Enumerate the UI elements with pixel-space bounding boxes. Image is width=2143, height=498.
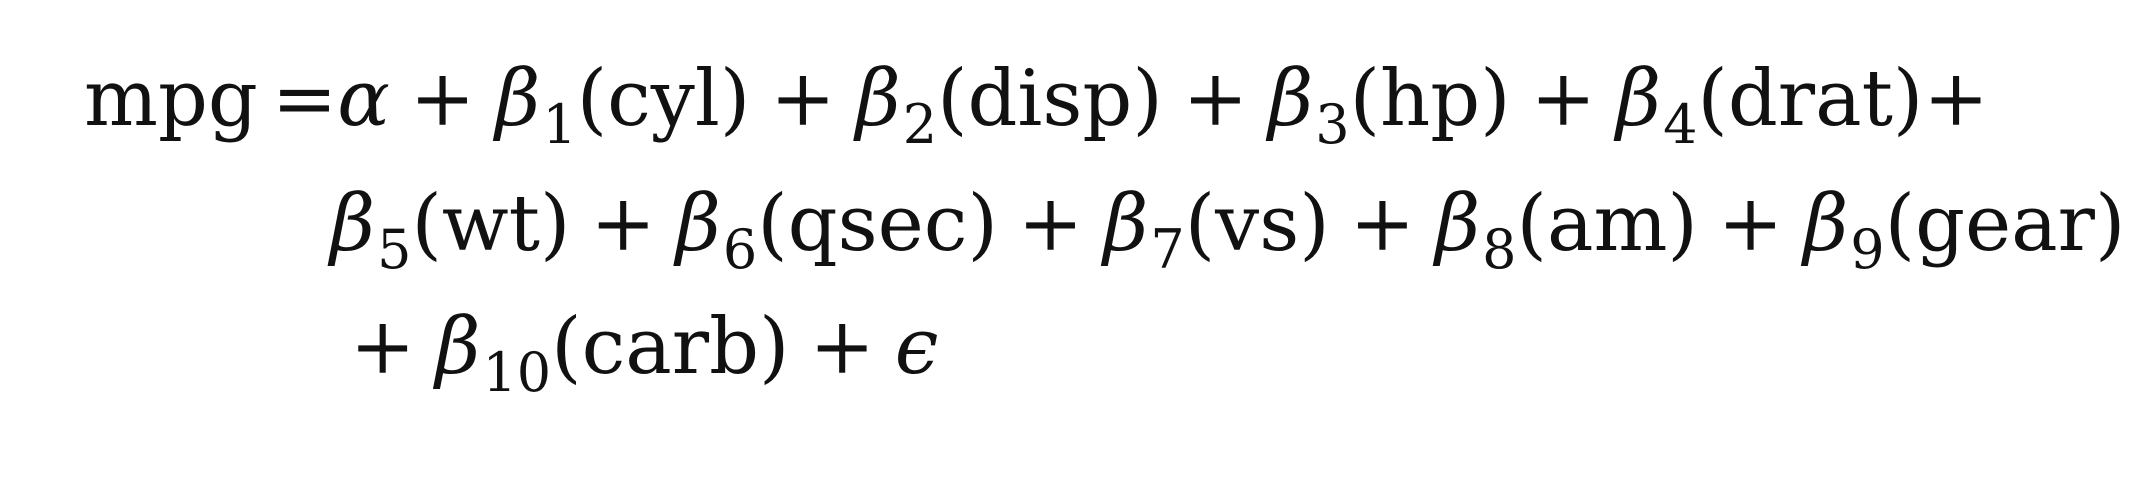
plus-operator: + (409, 54, 476, 144)
term-gear (1803, 179, 2126, 281)
beta-symbol: β (1615, 54, 1662, 144)
plus-operator: + (590, 179, 656, 269)
predictor-name: (drat) (1697, 54, 1924, 144)
beta-subscript: 8 (1482, 218, 1517, 281)
plus-operator: + (1349, 179, 1416, 269)
plus-operator: + (1717, 179, 1784, 269)
plus-operator: + (350, 302, 416, 392)
plus-operator: + (1017, 179, 1084, 269)
intercept-alpha: α (337, 54, 390, 144)
predictor-name: (hp) (1349, 54, 1511, 144)
beta-symbol: β (495, 54, 541, 144)
equation-line-1 (84, 54, 1989, 156)
term-wt (330, 179, 571, 281)
beta-symbol: β (435, 302, 481, 392)
plus-operator: + (1530, 54, 1596, 144)
beta-subscript: 9 (1850, 218, 1885, 281)
term-carb (435, 302, 790, 404)
plus-operator: + (1923, 54, 1989, 144)
beta-subscript: 3 (1315, 93, 1350, 156)
equals-sign: = (271, 54, 338, 144)
beta-symbol: β (1435, 179, 1481, 269)
predictor-name: (vs) (1184, 179, 1330, 269)
term-hp (1268, 54, 1511, 156)
beta-symbol: β (1103, 179, 1149, 269)
beta-symbol: β (855, 54, 901, 144)
beta-symbol: β (330, 179, 376, 269)
beta-symbol: β (1268, 54, 1314, 144)
beta-subscript: 1 (542, 93, 577, 156)
predictor-name: (carb) (551, 302, 790, 392)
beta-subscript: 4 (1663, 93, 1698, 156)
term-qsec (675, 179, 998, 281)
predictor-name: (disp) (937, 54, 1163, 144)
error-term-epsilon: ϵ (894, 302, 939, 392)
term-drat (1615, 54, 1924, 156)
term-vs (1103, 179, 1330, 281)
response-variable: mpg (84, 54, 258, 144)
predictor-name: (am) (1516, 179, 1698, 269)
predictor-name: (gear) (1884, 179, 2126, 269)
plus-operator: + (809, 302, 875, 392)
beta-subscript: 10 (482, 341, 552, 404)
beta-subscript: 5 (377, 218, 412, 281)
term-am (1435, 179, 1698, 281)
predictor-name: (wt) (411, 179, 571, 269)
term-cyl (495, 54, 751, 156)
predictor-name: (cyl) (576, 54, 751, 144)
beta-symbol: β (1803, 179, 1849, 269)
beta-symbol: β (675, 179, 721, 269)
beta-subscript: 7 (1150, 218, 1185, 281)
plus-operator: + (770, 54, 836, 144)
plus-operator: + (1182, 54, 1249, 144)
predictor-name: (qsec) (757, 179, 998, 269)
equation-line-3 (350, 302, 939, 404)
term-disp (855, 54, 1163, 156)
equation-line-2 (330, 179, 2126, 281)
beta-subscript: 6 (722, 218, 758, 281)
beta-subscript: 2 (902, 93, 938, 156)
